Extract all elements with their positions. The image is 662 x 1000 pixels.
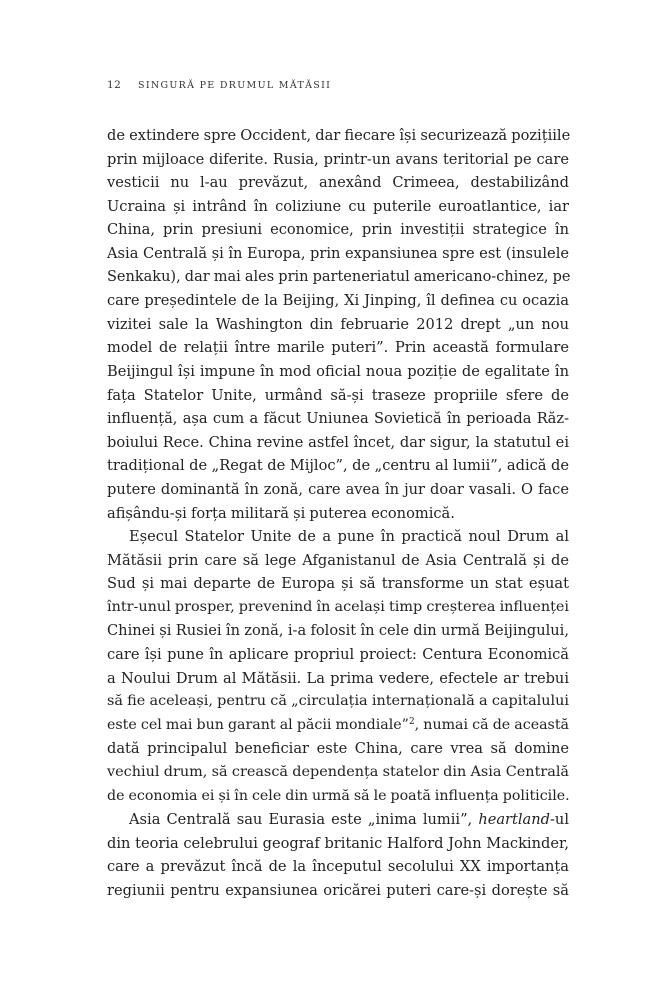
text-line [107, 313, 569, 337]
text-line-content: Senkaku), dar mai ales prin parteneriatul americano-chinez, pe [107, 268, 571, 285]
text-line-content: care a prevăzut încă de la începutul secolului XX importanța [107, 858, 569, 876]
text-line-content: într-unul prosper, prevenind în același timp creșterea influenței [107, 598, 569, 615]
text-line-content: dată principalul beneficiar este China, care vrea să domine [107, 740, 569, 758]
text-line [107, 478, 569, 502]
text-line-content: este cel mai bun garant al păcii mondiale” [107, 716, 409, 733]
text-line [107, 832, 569, 856]
text-line [107, 148, 569, 172]
text-line-content: să fie aceleași, pentru că „circulația internațională a capitalului [107, 693, 569, 710]
text-line-continuation: -ul [550, 811, 569, 829]
text-line-content: vizitei sale la Washington din februarie 2012 drept „un nou [107, 315, 569, 333]
text-line [107, 218, 569, 242]
text-line [107, 619, 569, 643]
text-line [107, 785, 569, 809]
text-line-content: tradițional de „Regat de Mijloc”, de „centru al lumii”, adică de [107, 457, 569, 475]
text-line-content: vesticii nu l-au prevăzut, anexând Crimeea, destabilizând [107, 174, 569, 192]
italic-term: heartland [478, 811, 550, 829]
text-line-content: Ucraina și intrând în coliziune cu puterile euroatlantice, iar [107, 197, 569, 215]
text-line [107, 879, 569, 903]
text-line-content: Sud și mai departe de Europa și să transforme un stat eșuat [107, 575, 569, 593]
text-line [107, 667, 569, 691]
text-line-content: influență, așa cum a făcut Uniunea Sovietică în perioada Răz- [107, 410, 569, 428]
text-line-content: Asia Centrală sau Eurasia este „inima lumii”, [129, 811, 479, 829]
text-line-content: Eșecul Statelor Unite de a pune în practică noul Drum al [129, 528, 569, 546]
text-line [107, 761, 569, 785]
text-line [107, 808, 569, 832]
text-line [107, 266, 569, 290]
text-line-content: regiunii pentru expansiunea oricărei puteri care-și dorește să [107, 882, 569, 899]
text-line [107, 242, 569, 266]
text-line-content: din teoria celebrului geograf britanic Halford John Mackinder, [107, 834, 569, 852]
text-line-content: care își pune în aplicare propriul proiect: Centura Economică [107, 646, 569, 664]
text-line [107, 714, 569, 738]
page-number: 12 [107, 79, 122, 91]
text-line [107, 384, 569, 408]
text-line-content: de extindere spre Occident, dar fiecare își securizează pozițiile [107, 127, 571, 144]
text-line-content: putere dominantă în zonă, care avea în jur doar vasali. O face [107, 480, 569, 498]
text-line-content: fața Statelor Unite, urmând să-și traseze propriile sfere de [107, 386, 569, 404]
text-line [107, 124, 569, 148]
text-line [107, 407, 569, 431]
footnote-ref[interactable]: 2 [408, 716, 415, 727]
body-text [107, 124, 569, 903]
text-line [107, 549, 569, 573]
text-line [107, 454, 569, 478]
text-line [107, 643, 569, 667]
text-line [107, 855, 569, 879]
text-line-continuation: , numai că de această [414, 716, 569, 733]
text-line [107, 596, 569, 620]
running-title: SINGURĂ PE DRUMUL MĂTĂSII [138, 80, 332, 91]
text-line-content: de economia ei și în cele din urmă să le poată influența politicile. [107, 787, 570, 804]
text-line [107, 737, 569, 761]
text-line-content: Beijingul își impune în mod oficial noua poziție de egalitate în [107, 362, 569, 380]
text-line-content: boiului Rece. China revine astfel încet, dar sigur, la statutul ei [107, 433, 569, 451]
text-line [107, 336, 569, 360]
text-line-content: vechiul drum, să crească dependența statelor din Asia Centrală [107, 764, 569, 781]
text-line [107, 525, 569, 549]
text-line-content: afișându-și forța militară și puterea economică. [107, 504, 455, 522]
text-line-content: model de relații între marile puteri”. Prin această formulare [107, 339, 569, 357]
text-line [107, 572, 569, 596]
text-line [107, 431, 569, 455]
text-line [107, 360, 569, 384]
text-line [107, 690, 569, 714]
text-line [107, 195, 569, 219]
running-header [107, 79, 331, 91]
text-line-content: China, prin presiuni economice, prin investiții strategice în [107, 221, 569, 239]
text-line-content: prin mijloace diferite. Rusia, printr-un avans teritorial pe care [107, 150, 569, 168]
text-line [107, 171, 569, 195]
text-line-content: Mătăsii prin care să lege Afganistanul de Asia Centrală și de [107, 551, 569, 569]
text-line [107, 502, 569, 526]
text-line-content: Chinei și Rusiei în zonă, i-a folosit în cele din urmă Beijingului, [107, 622, 569, 640]
text-line [107, 289, 569, 313]
text-line-content: a Noului Drum al Mătăsii. La prima vedere, efectele ar trebui [107, 669, 569, 687]
text-line-content: care președintele de la Beijing, Xi Jinping, îl definea cu ocazia [107, 292, 569, 310]
text-line-content: Asia Centrală și în Europa, prin expansiunea spre est (insulele [107, 244, 569, 262]
